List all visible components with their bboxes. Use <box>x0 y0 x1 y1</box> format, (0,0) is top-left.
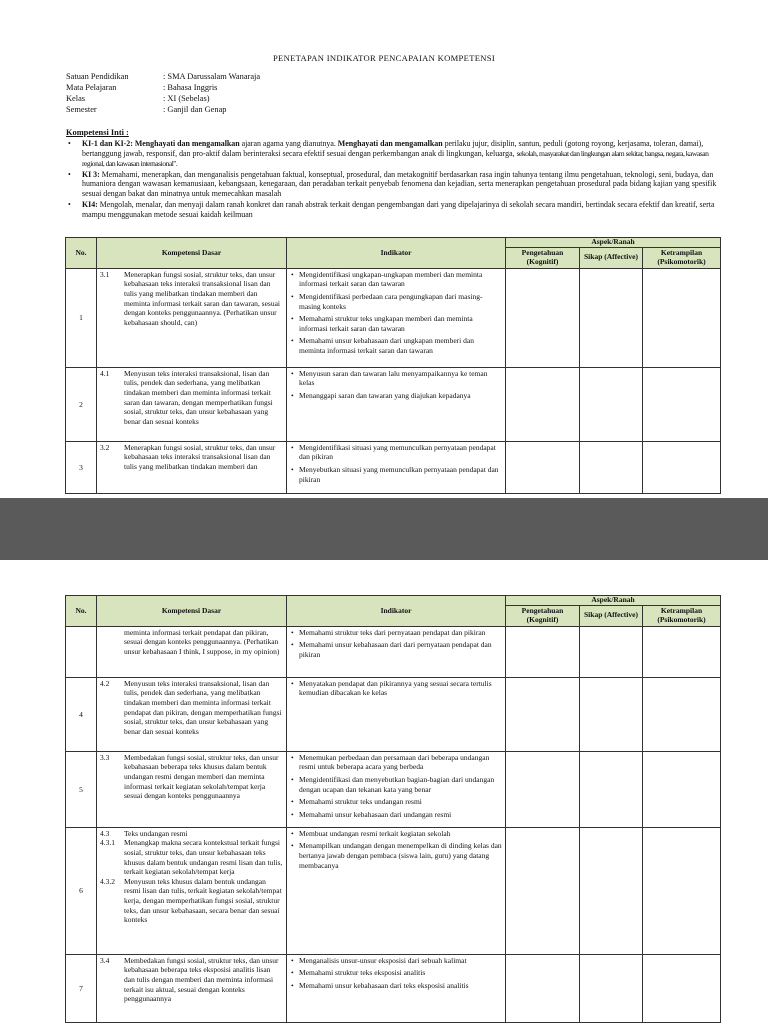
document-page-1 <box>0 0 768 498</box>
kompetensi-inti-list <box>66 139 722 221</box>
kd-text: Menerapkan fungsi sosial, struktur teks, dan unsur kebahasaan teks interaksi transaksional lisan dan tulis yang melibatkan tindakan memberi dan meminta informasi terkait saran dan tawaran, sesuai dengan konteks penggunaannya. (Perhatikan unsur kebahasaan should, can) <box>124 269 280 327</box>
header-sikap: Sikap (Affective) <box>580 605 643 626</box>
indikator-item: • Menampilkan undangan dengan menempelkan di dinding kelas dan bertanya jawab dengan pembaca (siswa lain, guru) yang datang membacanya <box>299 841 502 870</box>
header-sikap: Sikap (Affective) <box>580 247 643 268</box>
sikap-cell <box>580 441 643 493</box>
table-row <box>66 626 721 677</box>
header-ketrampilan: Ketrampilan (Psikomotorik) <box>643 605 721 626</box>
kd-text: Menyusun teks interaksi transaksional, lisan dan tulis, pendek dan sederhana, yang melibatkan tindakan memberi dan meminta informasi terkait pendapat dan pikiran, dengan memperhatikan fungsi sosial, struktur teks, dan unsur kebahasaan yang benar dan sesuai konteks <box>124 678 282 736</box>
bullet-icon: • <box>68 169 71 179</box>
ki-1-2-item <box>66 139 722 168</box>
header-aspek-ranah: Aspek/Ranah <box>506 238 721 248</box>
kompetensi-dasar-cell <box>97 751 287 827</box>
indikator-cell <box>287 367 506 441</box>
kd-number: 3.1 <box>100 269 110 279</box>
header-kompetensi-dasar: Kompetensi Dasar <box>97 238 287 269</box>
table-row <box>66 268 721 367</box>
header-indikator: Indikator <box>287 238 506 269</box>
ki-bold-phrase: Menghayati dan mengamalkan <box>337 139 443 148</box>
info-satuan-pendidikan <box>66 72 260 83</box>
indikator-item: • Memahami struktur teks eksposisi analitis <box>299 968 502 978</box>
kd-number: 4.3 <box>100 828 110 838</box>
indikator-cell <box>287 626 506 677</box>
pengetahuan-cell <box>506 751 580 827</box>
header-ketrampilan: Ketrampilan (Psikomotorik) <box>643 247 721 268</box>
kompetensi-dasar-cell <box>97 268 287 367</box>
kompetensi-dasar-cell <box>97 954 287 1022</box>
kd-sub-text: Menyusun teks khusus dalam bentuk undangan resmi lisan dan tulis, terkait kegiatan sekolah/tempat kerja, dengan memperhatikan fungsi sosial, struktur teks, dan unsur kebahasaan, secara benar dan sesuai konteks <box>124 876 282 925</box>
info-label: Semester <box>66 105 97 114</box>
row-number: 4 <box>66 677 97 751</box>
ketrampilan-cell <box>643 677 721 751</box>
kd-number: 4.1 <box>100 368 110 378</box>
header-no: No. <box>66 238 97 269</box>
indikator-item: • Memahami struktur teks dari pernyataan pendapat dan pikiran <box>299 628 502 638</box>
indikator-item: • Menanggapi saran dan tawaran yang diajukan kepadanya <box>299 391 502 401</box>
kd-sub-text: Menangkap makna secara kontekstual terkait fungsi sosial, struktur teks, dan unsur kebahasaan teks khusus dalam bentuk undangan resmi lisan dan tulis, terkait kegiatan sekolah/tempat kerja <box>124 838 283 877</box>
row-number: 3 <box>66 441 97 493</box>
row-number: 7 <box>66 954 97 1022</box>
header-pengetahuan: Pengetahuan (Kognitif) <box>506 247 580 268</box>
row-number: 5 <box>66 751 97 827</box>
document-page-2 <box>0 560 768 1024</box>
ki-bold-phrase: Menghayati dan mengamalkan <box>134 139 240 148</box>
kompetensi-dasar-cell <box>97 441 287 493</box>
kd-number: 4.2 <box>100 678 110 688</box>
header-indikator: Indikator <box>287 596 506 627</box>
ki-3-item <box>66 170 722 199</box>
indikator-item: • Menyatakan pendapat dan pikirannya yang sesuai secara tertulis kemudian dibacakan ke kelas <box>299 679 502 698</box>
table-row <box>66 751 721 827</box>
ketrampilan-cell <box>643 367 721 441</box>
info-mata-pelajaran <box>66 83 217 94</box>
info-value: : SMA Darussalam Wanaraja <box>163 72 261 81</box>
ki-3-label: KI 3: <box>82 169 100 179</box>
sikap-cell <box>580 626 643 677</box>
indikator-item: • Menyebutkan situasi yang memunculkan pernyataan pendapat dan pikiran <box>299 465 502 484</box>
ki-text: ajaran agama yang dianutnya. <box>239 139 338 148</box>
kd-number <box>100 628 124 657</box>
indikator-table-page-1 <box>65 237 721 494</box>
kd-text: Membedakan fungsi sosial, struktur teks, dan unsur kebahasaan beberapa teks eksposisi analitis lisan dan tulis dengan memberi dan meminta informasi terkait isu aktual, sesuai dengan konteks penggunaannya <box>124 955 279 1004</box>
kd-text: Membedakan fungsi sosial, struktur teks, dan unsur kebahasaan beberapa teks khusus dalam bentuk undangan resmi dengan memberi dan meminta informasi terkait kegiatan sekolah/tempat kerja sesuai dengan konteks penggunaannya <box>124 752 279 801</box>
indikator-cell <box>287 827 506 954</box>
sikap-cell <box>580 367 643 441</box>
table-row <box>66 827 721 954</box>
info-label: Kelas <box>66 94 86 103</box>
sikap-cell <box>580 954 643 1022</box>
kompetensi-dasar-cell <box>97 827 287 954</box>
indikator-item: • Menyusun saran dan tawaran lalu menyampaikannya ke teman kelas <box>299 369 502 388</box>
info-value: : Ganjil dan Genap <box>163 105 227 114</box>
pengetahuan-cell <box>506 626 580 677</box>
kd-sub-number: 4.3.1 <box>100 838 115 848</box>
indikator-item: • Mengidentifikasi situasi yang memunculkan pernyataan pendapat dan pikiran <box>299 443 502 462</box>
pengetahuan-cell <box>506 268 580 367</box>
info-kelas <box>66 94 210 105</box>
info-label: Mata Pelajaran <box>66 83 117 92</box>
table-row <box>66 677 721 751</box>
kd-text: Menerapkan fungsi sosial, struktur teks, dan unsur kebahasaan teks interaksi transaksional lisan dan tulis yang melibatkan tindakan memberi dan <box>124 442 276 471</box>
bullet-icon: • <box>68 139 71 148</box>
ki-1-2-label: KI-1 dan KI-2: <box>82 139 133 148</box>
kd-text: Menyusun teks interaksi transaksional, lisan dan tulis, pendek dan sederhana, yang melibatkan tindakan memberi dan meminta informasi terkait saran dan tawaran, dengan memperhatikan fungsi sosial, struktur teks, dan unsur kebahasaan yang benar dan sesuai konteks <box>124 368 273 426</box>
kd-number: 3.4 <box>100 955 110 965</box>
ketrampilan-cell <box>643 626 721 677</box>
table-row <box>66 954 721 1022</box>
pengetahuan-cell <box>506 441 580 493</box>
pengetahuan-cell <box>506 827 580 954</box>
ketrampilan-cell <box>643 441 721 493</box>
table-row <box>66 367 721 441</box>
ki-text: perilaku jujur, disiplin, santun, peduli (gotong royong, kerjasama, toleran, damai), bertanggung jawab, responsif, dan pro-aktif dalam berinteraksi secara efektif sesuai dengan perkembangan anak di lingkungan, keluarga, <box>82 139 704 158</box>
row-number: 1 <box>66 268 97 367</box>
ki-3-text: Memahami, menerapkan, dan menganalisis pengetahuan faktual, konseptual, prosedural, dan metakognitif berdasarkan rasa ingin tahunya tentang ilmu pengetahuan, teknologi, seni, budaya, dan humaniora dengan wawasan kemanusiaan, kebangsaan, kenegaraan, dan peradaban terkait penyebab fenomena dan kejadian, serta menerapkan pengetahuan prosedural pada bidang kajian yang spesifik sesuai dengan bakat dan minatnya untuk memecahkan masalah <box>82 169 717 199</box>
bullet-icon: • <box>68 200 71 210</box>
indikator-cell <box>287 268 506 367</box>
header-aspek-ranah: Aspek/Ranah <box>506 596 721 606</box>
kd-text: meminta informasi terkait pendapat dan pikiran, sesuai dengan konteks penggunaannya. (Perhatikan unsur kebahasaan I think, I suppose, in my opinion) <box>124 627 280 656</box>
indikator-item: • Mengidentifikasi dan menyebutkan bagian-bagian dari undangan dengan ucapan dan tekanan kata yang benar <box>299 775 502 794</box>
header-no: No. <box>66 596 97 627</box>
indikator-item: • Memahami struktur teks ungkapan memberi dan meminta informasi terkait saran dan tawaran <box>299 314 502 333</box>
indikator-item: • Membuat undangan resmi terkait kegiatan sekolah <box>299 829 502 839</box>
indikator-item: • Mengidentifikasi ungkapan-ungkapan memberi dan meminta informasi terkait saran dan tawaran <box>299 270 502 289</box>
ki-text-cramped: sekolah, masyarakat dan lingkungan alam sekitar, bangsa, negara, kawasan regional, dan kawasan internasional". <box>82 148 709 168</box>
indikator-cell <box>287 441 506 493</box>
indikator-item: • Menemukan perbedaan dan persamaan dari beberapa undangan resmi untuk beberapa acara yang berbeda <box>299 753 502 772</box>
row-number <box>66 626 97 677</box>
kompetensi-dasar-cell <box>97 367 287 441</box>
kompetensi-dasar-cell <box>97 626 287 677</box>
kd-text: Teks undangan resmi <box>124 828 188 838</box>
pengetahuan-cell <box>506 954 580 1022</box>
sikap-cell <box>580 268 643 367</box>
info-value: : XI (Sebelas) <box>163 94 210 103</box>
row-number: 2 <box>66 367 97 441</box>
indikator-item: • Menganalisis unsur-unsur eksposisi dari sebuah kalimat <box>299 956 502 966</box>
ketrampilan-cell <box>643 751 721 827</box>
sikap-cell <box>580 677 643 751</box>
ki-4-label: KI4: <box>82 200 98 210</box>
indikator-cell <box>287 954 506 1022</box>
indikator-item: • Memahami struktur teks undangan resmi <box>299 797 502 807</box>
header-kompetensi-dasar: Kompetensi Dasar <box>97 596 287 627</box>
pengetahuan-cell <box>506 367 580 441</box>
sikap-cell <box>580 827 643 954</box>
indikator-item: • Memahami unsur kebahasaan dari teks eksposisi analitis <box>299 981 502 991</box>
ketrampilan-cell <box>643 954 721 1022</box>
ketrampilan-cell <box>643 827 721 954</box>
info-semester <box>66 105 227 116</box>
kompetensi-inti-heading: Kompetensi Inti : <box>66 128 129 137</box>
indikator-cell <box>287 751 506 827</box>
pengetahuan-cell <box>506 677 580 751</box>
kd-number: 3.3 <box>100 752 110 762</box>
ki-4-text: Mengolah, menalar, dan menyaji dalam ranah konkret dan ranah abstrak terkait dengan pengembangan dari yang dipelajarinya di sekolah secara mandiri, bertindak secara efektif dan kreatif, serta mampu menggunakan metode sesuai kaidah keilmuan <box>82 200 715 219</box>
kd-sub-number: 4.3.2 <box>100 876 115 886</box>
kompetensi-dasar-cell <box>97 677 287 751</box>
info-value: : Bahasa Inggris <box>163 83 218 92</box>
ki-4-item <box>66 200 722 220</box>
document-title: PENETAPAN INDIKATOR PENCAPAIAN KOMPETENSI <box>272 53 496 63</box>
indikator-item: • Mengidentifikasi perbedaan cara pengungkapan dari masing-masing konteks <box>299 292 502 311</box>
indikator-item: • Memahami unsur kebahasaan dari undangan resmi <box>299 810 502 820</box>
table-row <box>66 441 721 493</box>
indikator-cell <box>287 677 506 751</box>
ketrampilan-cell <box>643 268 721 367</box>
header-pengetahuan: Pengetahuan (Kognitif) <box>506 605 580 626</box>
indikator-item: • Memahami unsur kebahasaan dari ungkapan memberi dan meminta informasi terkait saran dan tawaran <box>299 336 502 355</box>
info-label: Satuan Pendidikan <box>66 72 129 81</box>
indikator-item: • Memahami unsur kebahasaan dari dari pernyataan pendapat dan pikiran <box>299 640 502 659</box>
row-number: 6 <box>66 827 97 954</box>
kd-number: 3.2 <box>100 442 110 452</box>
indikator-table-page-2 <box>65 595 721 1023</box>
sikap-cell <box>580 751 643 827</box>
